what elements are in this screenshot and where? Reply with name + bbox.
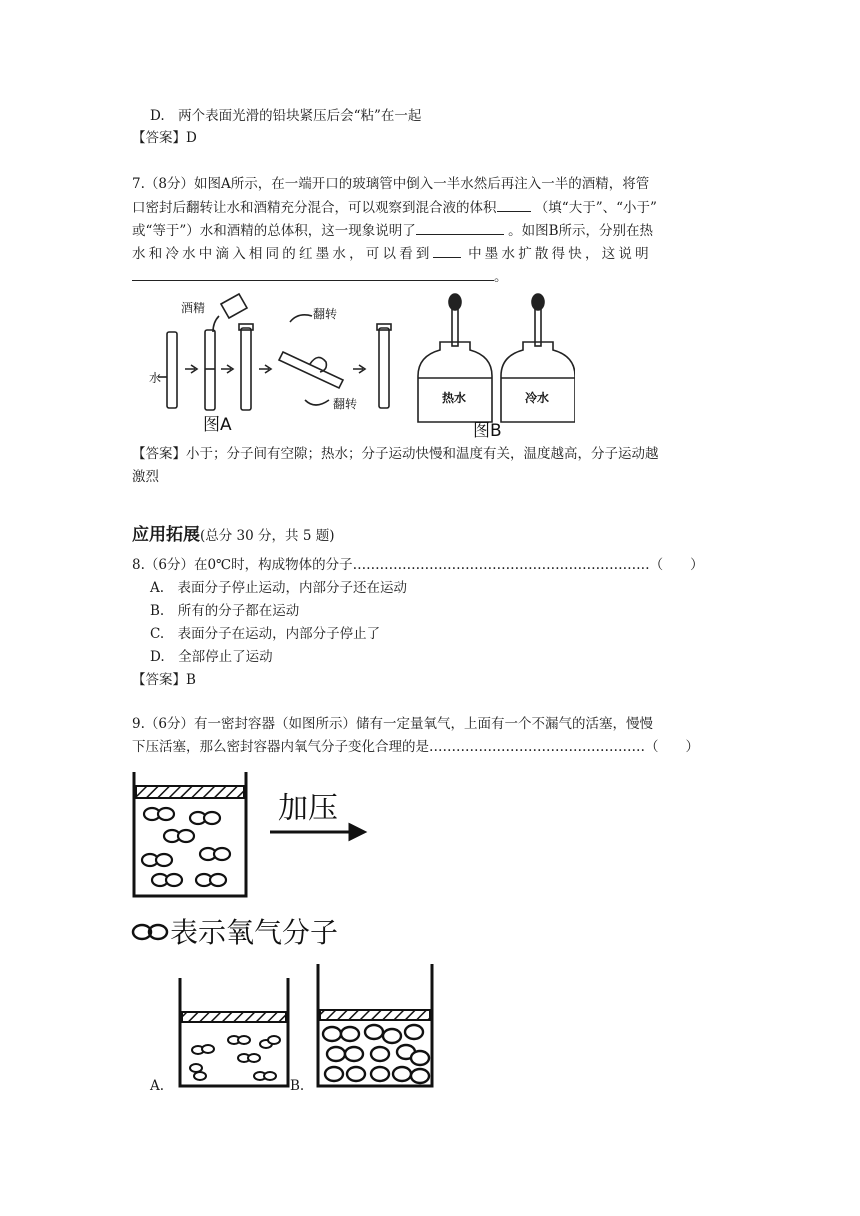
- q7-line3-text-b: 。如图B所示，分别在热: [508, 223, 654, 239]
- q7-line4: [132, 243, 652, 264]
- q7-line3: [132, 220, 653, 241]
- q7-blank-2[interactable]: [416, 220, 504, 235]
- label-flip-2: 翻转: [333, 397, 358, 411]
- q9-line2: 下压活塞，那么密封容器内氧气分子变化合理的是…………………………………………（ ）: [132, 739, 699, 755]
- q7-answer-line2: 激烈: [132, 469, 159, 485]
- q7-blank-3[interactable]: [433, 243, 461, 258]
- caption-fig-a: 图A: [203, 415, 232, 435]
- q9-option-a-label[interactable]: A.: [150, 1078, 165, 1094]
- flip-arrow-top-icon: [290, 315, 312, 322]
- q7-line3-text: 或“等于”）水和酒精的总体积，这一现象说明了: [132, 223, 416, 239]
- arrow-2-icon: [221, 365, 233, 373]
- q7-line5: [132, 266, 508, 287]
- section-subtitle: (总分 30 分，共 5 题): [200, 528, 335, 544]
- q7-blank-1[interactable]: [497, 197, 531, 212]
- q7-answer-line1: 【答案】小于；分子间有空隙；热水；分子运动快慢和温度有关，温度越高，分子运动越: [132, 446, 659, 462]
- tube-3: [241, 328, 251, 410]
- q8-stem: 8.（6分）在0℃时，构成物体的分子…………………………………………………………（ ）: [132, 557, 704, 573]
- q8-option-b[interactable]: B. 所有的分子都在运动: [150, 603, 300, 619]
- molecules-main: [142, 808, 230, 886]
- tube-4: [379, 328, 389, 408]
- q7-line2-text-b: （填“大于”、“小于”: [534, 200, 657, 216]
- q7-figure: [135, 292, 575, 442]
- section-title: 应用拓展: [132, 525, 200, 545]
- press-label: 加压: [278, 791, 338, 826]
- q8-answer: 【答案】B: [132, 672, 196, 688]
- hot-water-jar: [418, 342, 492, 422]
- arrow-3-icon: [259, 365, 271, 373]
- legend-molecule-icon: [133, 925, 167, 939]
- tilted-tube: [279, 352, 343, 388]
- q9-line1: 9.（6分）有一密封容器（如图所示）储有一定量氧气，上面有一个不漏气的活塞，慢慢: [132, 716, 653, 732]
- flip-arrow-bottom-icon: [305, 400, 329, 405]
- label-water: 水: [149, 371, 162, 385]
- q8-option-d[interactable]: D. 全部停止了运动: [150, 649, 273, 665]
- q8-option-c[interactable]: C. 表面分子在运动，内部分子停止了: [150, 626, 381, 642]
- q6-answer: 【答案】D: [132, 130, 197, 146]
- piston-a: [182, 1012, 286, 1022]
- section-header: [132, 520, 334, 545]
- tube-1: [167, 332, 177, 408]
- q7-line4-text-b: 中墨水扩散得快，这说明: [468, 246, 652, 262]
- q9-main-figure: [128, 770, 448, 960]
- dropper-cold: [535, 306, 541, 346]
- hand: [310, 357, 326, 372]
- q7-line2-text: 口密封后翻转让水和酒精充分混合，可以观察到混合液的体积: [132, 200, 497, 216]
- label-alcohol: 酒精: [181, 301, 206, 315]
- q7-line4-text: 水和冷水中滴入相同的红墨水，可以看到: [132, 246, 433, 262]
- legend-label: 表示氧气分子: [170, 916, 339, 949]
- q7-blank-4[interactable]: [132, 266, 494, 281]
- alcohol-bottle: [221, 294, 247, 318]
- cold-water-jar: [501, 342, 575, 422]
- dropper-hot: [452, 306, 458, 346]
- q9-options-figure: [170, 960, 440, 1090]
- molecules-b: [323, 1025, 429, 1083]
- q6-option-d: D. 两个表面光滑的铅块紧压后会“粘”在一起: [150, 108, 422, 124]
- tube-2: [205, 330, 215, 410]
- q7-line1: 7.（8分）如图A所示，在一端开口的玻璃管中倒入一半水然后再注入一半的酒精，将管: [132, 176, 650, 192]
- label-flip-1: 翻转: [313, 307, 338, 321]
- label-cold-water: 冷水: [525, 391, 550, 405]
- piston-main: [136, 786, 244, 798]
- caption-fig-b: 图B: [473, 421, 502, 441]
- label-hot-water: 热水: [442, 391, 467, 405]
- q7-line5-end: 。: [494, 269, 508, 285]
- q9-option-b-label[interactable]: B.: [290, 1078, 305, 1094]
- q7-line2: [132, 197, 657, 218]
- arrow-1-icon: [185, 365, 197, 373]
- q8-option-a[interactable]: A. 表面分子停止运动，内部分子还在运动: [150, 580, 408, 596]
- piston-b: [320, 1010, 430, 1020]
- molecules-a: [190, 1036, 280, 1080]
- arrow-4-icon: [353, 365, 365, 373]
